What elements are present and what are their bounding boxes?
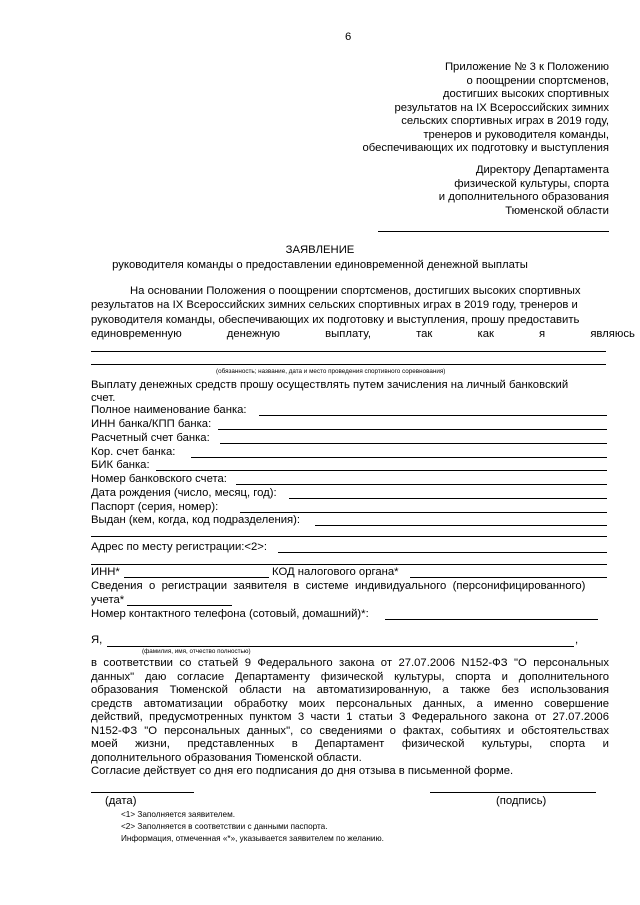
addressee-signature-line[interactable] <box>378 231 609 232</box>
appendix-line: тренеров и руководителя команды, <box>423 128 609 141</box>
consent-line: данных" даю согласие Департаменту физической культуры, спорта и дополнительного <box>91 670 609 683</box>
tax-code-field[interactable] <box>410 577 607 578</box>
addressee-line: физической культуры, спорта <box>454 177 609 190</box>
inn-kpp-field[interactable] <box>218 429 607 430</box>
birth-date-field[interactable] <box>289 498 607 499</box>
addressee-line: и дополнительного образования <box>438 191 609 203</box>
bik-field[interactable] <box>156 470 607 471</box>
phone-field[interactable] <box>385 619 598 620</box>
corr-account-field[interactable] <box>191 457 607 458</box>
consent-ya: Я, <box>91 634 103 646</box>
registration-field[interactable] <box>278 552 607 553</box>
signature-field[interactable] <box>430 792 596 793</box>
intro-line: руководителя команды, обеспечивающих их подготовку и выступления, прошу предоставить <box>91 314 580 326</box>
inn-kpp-label: ИНН банка/КПП банка: <box>91 418 212 430</box>
inn-field[interactable] <box>124 577 269 578</box>
appendix-line: о поощрении спортсменов, <box>466 74 609 87</box>
consent-line: в соответствии со статьей 9 Федерального закона от 27.07.2006 N152-ФЗ "О персональных <box>91 657 609 669</box>
corr-account-label: Кор. счет банка: <box>91 446 176 458</box>
appendix-line: достигших высоких спортивных <box>442 88 609 100</box>
date-field[interactable] <box>91 792 194 793</box>
intro-fill-line[interactable] <box>91 364 606 365</box>
intro-fill-line[interactable] <box>91 351 606 352</box>
pension-info-label-2: учета* <box>91 594 125 606</box>
addressee-block <box>439 164 609 218</box>
footnote: Информация, отмеченная «*», указывается заявителем по желанию. <box>121 834 384 843</box>
bank-account-field[interactable] <box>236 484 607 485</box>
payment-text: Выплату денежных средств прошу осуществлять путем зачисления на личный банковский <box>91 379 569 391</box>
footnote: <1> Заполняется заявителем. <box>121 810 236 819</box>
tax-code-label: КОД налогового органа* <box>272 566 399 578</box>
date-label: (дата) <box>105 795 137 807</box>
full-name-field[interactable] <box>107 646 574 647</box>
appendix-line: обеспечивающих их подготовку и выступления <box>362 142 609 154</box>
appendix-line: результатов на IX Всероссийских зимних <box>394 101 609 114</box>
consent-valid: Согласие действует со дня его подписания до дня отзыва в письменной форме. <box>91 765 514 777</box>
birth-date-label: Дата рождения (число, месяц, год): <box>91 487 277 499</box>
pension-info-label: Сведения о регистрации заявителя в системе индивидуального (персонифицированного) <box>91 580 586 592</box>
passport-field[interactable] <box>240 512 607 513</box>
bik-label: БИК банка: <box>91 459 150 471</box>
payment-text: счет. <box>91 392 116 404</box>
consent-line: средств автоматизации обработку моих персональных данных, а именно совершение <box>91 697 609 710</box>
account-label: Расчетный счет банка: <box>91 432 210 444</box>
consent-line: действий, предусмотренных пунктом 3 части 1 статьи 3 Федерального закона от 27.07.2006 <box>91 711 609 723</box>
appendix-line: Приложение № 3 к Положению <box>444 61 609 73</box>
intro-line: единовременную денежную выплату, так как я являюсь <box>91 328 635 340</box>
consent-paragraph <box>91 657 609 779</box>
signature-label: (подпись) <box>496 795 547 807</box>
intro-line: результатов на IX Всероссийских зимних сельских спортивных играх в 2019 году, тренеров и <box>91 299 578 311</box>
consent-hint: (фамилия, имя, отчество полностью) <box>142 648 251 655</box>
intro-line: На основании Положения о поощрении спортсменов, достигших высоких спортивных <box>130 285 581 297</box>
registration-field-2[interactable] <box>91 564 607 565</box>
account-field[interactable] <box>220 443 607 444</box>
addressee-line: Директору Департамента <box>475 164 609 176</box>
bank-name-label: Полное наименование банка: <box>91 404 247 416</box>
bank-name-field[interactable] <box>259 415 607 416</box>
footnote: <2> Заполняется в соответствии с данными паспорта. <box>121 822 328 831</box>
issued-by-field[interactable] <box>315 525 607 526</box>
appendix-line: сельских спортивных играх в 2019 году, <box>401 115 609 127</box>
consent-line: N152-ФЗ "О персональных данных", со сведениями о фактах, событиях и обстоятельствах <box>91 724 609 737</box>
issued-by-field-2[interactable] <box>91 536 607 537</box>
document-title: ЗАЯВЛЕНИЕ <box>285 244 355 256</box>
issued-by-label: Выдан (кем, когда, код подразделения): <box>91 514 301 526</box>
registration-label: Адрес по месту регистрации:<2>: <box>91 541 268 553</box>
page-number: 6 <box>345 31 352 43</box>
addressee-line: Тюменской области <box>505 204 609 217</box>
appendix-block <box>362 61 609 156</box>
inn-label: ИНН* <box>91 566 120 578</box>
comma: , <box>575 634 579 646</box>
pension-info-field[interactable] <box>127 605 232 606</box>
passport-label: Паспорт (серия, номер): <box>91 501 219 513</box>
bank-account-label: Номер банковского счета: <box>91 473 227 485</box>
phone-label: Номер контактного телефона (сотовый, домашний)*: <box>91 608 369 620</box>
intro-hint: (обязанность; название, дата и место проведения спортивного соревнования) <box>216 368 446 375</box>
consent-line: образования Тюменской области на автоматизированную, а также без использования <box>91 684 609 696</box>
document-subtitle: руководителя команды о предоставлении единовременной денежной выплаты <box>112 259 528 271</box>
consent-line: дополнительного образования Тюменской области. <box>91 751 362 764</box>
consent-line: моей жизни, представленных в Департамент физической культуры, спорта и <box>91 738 609 750</box>
